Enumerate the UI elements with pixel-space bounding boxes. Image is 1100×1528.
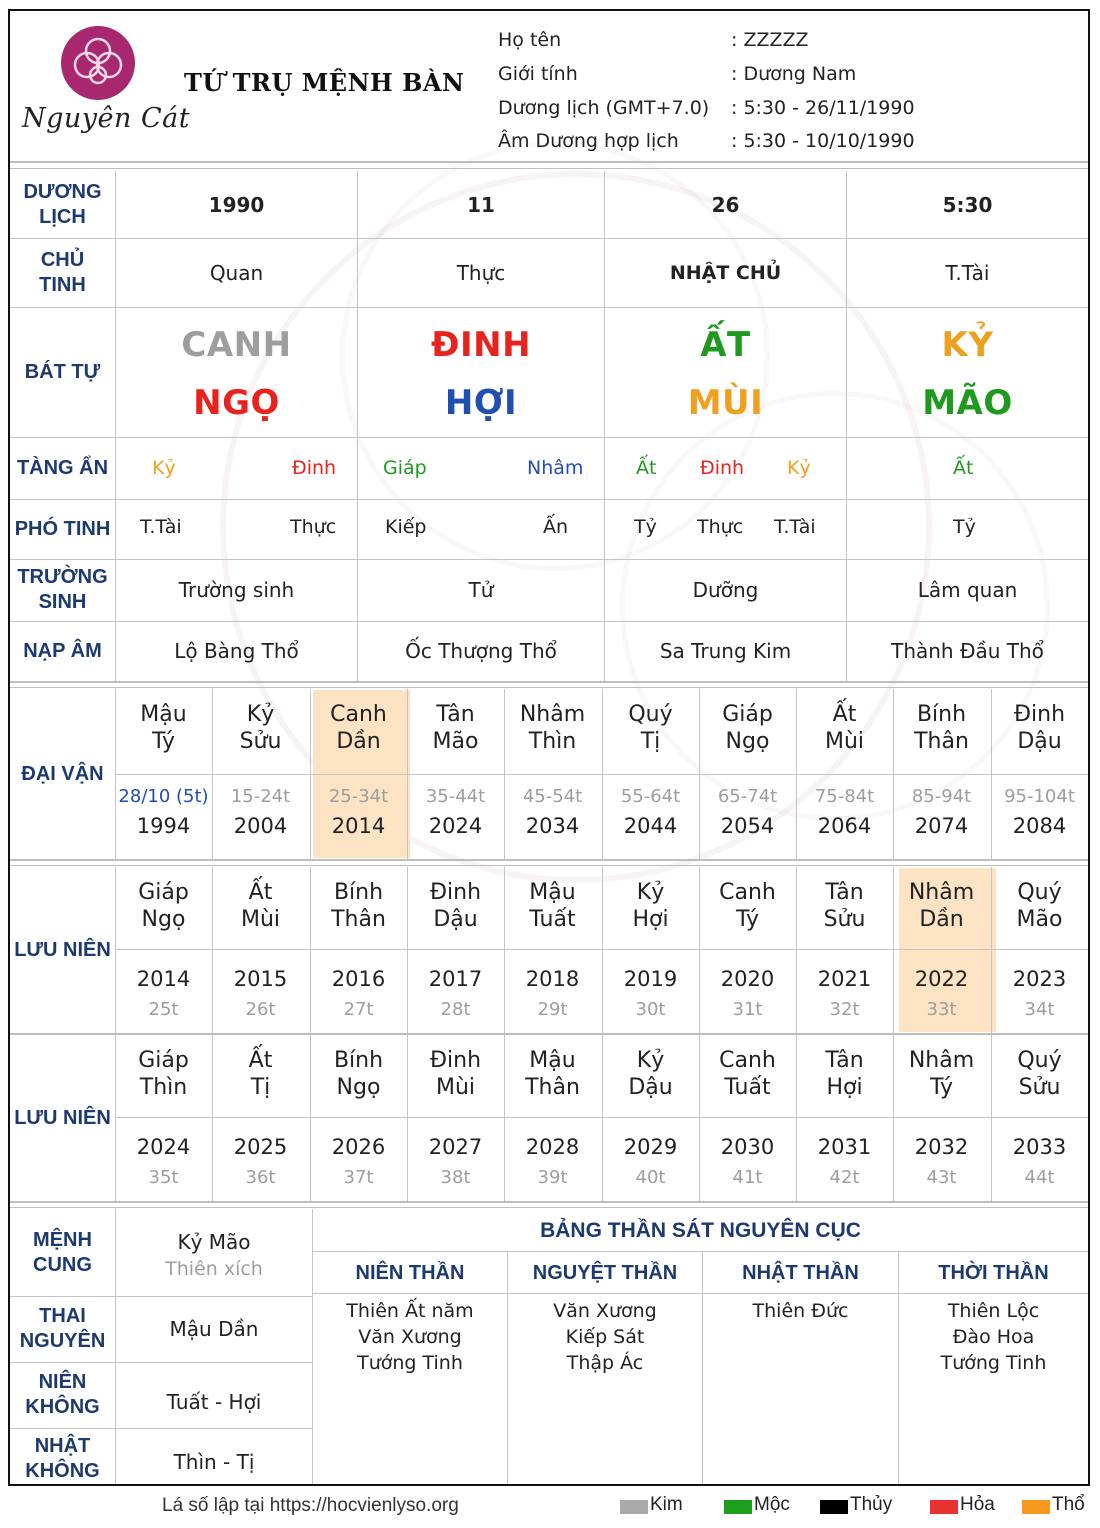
legend-swatch-moc [724, 1500, 752, 1514]
header [10, 11, 1088, 163]
label-tang-an: TÀNG ẨN [16, 456, 109, 479]
divider [10, 1207, 1088, 1208]
luu-nien-1-ganzhi: Bính Thân [331, 880, 386, 932]
chi-month: HỢI [444, 383, 518, 423]
luu-nien-1-age: 31t [732, 999, 763, 1020]
luu-nien-1-age: 33t [926, 999, 957, 1020]
lotus-logo-icon [60, 25, 136, 101]
tang-an-item: Đinh [700, 457, 745, 479]
luu-nien-1-year: 2018 [525, 967, 580, 991]
can-day: ẤT [700, 325, 751, 365]
pho-tinh-item: T.Tài [140, 516, 182, 538]
dai-van-age: 55-64t [620, 786, 681, 807]
luu-nien-2-year: 2030 [720, 1135, 775, 1159]
than-sat-title: BẢNG THẦN SÁT NGUYÊN CỤC [540, 1219, 861, 1242]
divider [10, 681, 1088, 683]
dai-van-year: 2034 [525, 814, 580, 838]
legend-swatch-kim [620, 1500, 648, 1514]
luu-nien-1-year: 2020 [720, 967, 775, 991]
luu-nien-1-ganzhi: Kỷ Hợi [632, 880, 669, 932]
luu-nien-1-age: 34t [1024, 999, 1055, 1020]
label-dai-van: ĐẠI VẬN [21, 762, 104, 785]
truong-sinh-month: Tử [468, 578, 494, 602]
than-sat-col-items: Thiên Lộc Đào Hoa Tướng Tinh [940, 1300, 1047, 1374]
dai-van-age: 25-34t [328, 786, 389, 807]
luu-nien-1-age: 32t [829, 999, 860, 1020]
than-sat-col-title: NHẬT THẦN [742, 1262, 859, 1284]
divider [10, 168, 1088, 169]
label-chu-tinh: CHỦ TINH [39, 248, 86, 296]
luu-nien-2-year: 2031 [817, 1135, 872, 1159]
thai-nguyen-value: Mậu Dần [169, 1317, 259, 1341]
label-pho-tinh: PHÓ TINH [14, 517, 111, 540]
luu-nien-1-year: 2019 [623, 967, 678, 991]
dai-van-age: 65-74t [717, 786, 778, 807]
dai-van-year: 2054 [720, 814, 775, 838]
dai-van-ganzhi: Ất Mùi [824, 702, 865, 754]
truong-sinh-day: Dưỡng [692, 578, 759, 602]
luu-nien-2-year: 2033 [1012, 1135, 1067, 1159]
tang-an-item: Đinh [292, 457, 337, 479]
luu-nien-1-ganzhi: Ất Mùi [240, 880, 281, 932]
luu-nien-2-age: 41t [732, 1167, 763, 1188]
divider [10, 865, 1088, 866]
luu-nien-2-ganzhi: Giáp Thìn [138, 1048, 189, 1100]
info-value: : 5:30 - 26/11/1990 [731, 97, 915, 119]
label-luu-nien-1: LƯU NIÊN [14, 938, 111, 961]
legend-label: Thủy [850, 1494, 893, 1515]
divider [10, 687, 1088, 688]
than-sat-col-title: NIÊN THẦN [355, 1262, 465, 1284]
nien-khong-value: Tuất - Hợi [166, 1390, 262, 1414]
legend-label: Kim [650, 1494, 683, 1515]
pho-tinh-item: Tỷ [953, 516, 976, 538]
luu-nien-1-age: 30t [635, 999, 666, 1020]
info-label: Âm Dương hợp lịch [498, 130, 679, 152]
luu-nien-2-year: 2032 [914, 1135, 969, 1159]
luu-nien-2-year: 2025 [233, 1135, 288, 1159]
luu-nien-2-ganzhi: Ất Tị [248, 1048, 273, 1100]
than-sat-col-title: THỜI THẦN [938, 1262, 1049, 1284]
dai-van-year: 1994 [136, 814, 191, 838]
label-nhat-khong: NHẬT KHÔNG [25, 1435, 100, 1482]
chu-tinh-day: NHẬT CHỦ [669, 261, 782, 284]
luu-nien-2-ganzhi: Bính Ngọ [333, 1048, 384, 1100]
tang-an-item: Ất [636, 457, 657, 479]
dai-van-ganzhi: Nhâm Thìn [519, 702, 586, 754]
divider [10, 1201, 1088, 1203]
label-thai-nguyen: THAI NGUYÊN [19, 1305, 106, 1352]
luu-nien-1-year: 2016 [331, 967, 386, 991]
tang-an-item: Giáp [383, 457, 427, 479]
chu-tinh-month: Thực [456, 260, 506, 285]
chi-year: NGỌ [193, 383, 280, 423]
label-truong-sinh: TRƯỜNG SINH [17, 566, 108, 613]
menh-cung-sub: Thiên xích [165, 1258, 263, 1280]
label-bat-tu: BÁT TỰ [24, 360, 101, 383]
dai-van-age: 45-54t [522, 786, 583, 807]
legend-swatch-thuy [820, 1500, 848, 1514]
luu-nien-1-ganzhi: Nhâm Dần [908, 880, 975, 932]
dai-van-year: 2004 [233, 814, 288, 838]
luu-nien-1-ganzhi: Giáp Ngọ [138, 880, 189, 932]
luu-nien-2-year: 2026 [331, 1135, 386, 1159]
luu-nien-2-ganzhi: Nhâm Tý [908, 1048, 975, 1100]
dai-van-age: 95-104t [1004, 786, 1075, 807]
label-nien-khong: NIÊN KHÔNG [25, 1371, 100, 1418]
luu-nien-2-age: 40t [635, 1167, 666, 1188]
divider [10, 859, 1088, 861]
luu-nien-1-age: 28t [440, 999, 471, 1020]
label-luu-nien-2: LƯU NIÊN [14, 1106, 111, 1129]
luu-nien-2-year: 2029 [623, 1135, 678, 1159]
luu-nien-2-age: 43t [926, 1167, 957, 1188]
dai-van-age: 75-84t [814, 786, 875, 807]
luu-nien-1-ganzhi: Tân Sửu [823, 880, 866, 932]
luu-nien-2-ganzhi: Quý Sửu [1017, 1048, 1062, 1100]
than-sat-col-items: Thiên Ất năm Văn Xương Tướng Tinh [346, 1300, 474, 1374]
pillar-year-solar: 1990 [208, 192, 265, 217]
dai-van-year: 2014 [331, 814, 386, 838]
luu-nien-1-ganzhi: Canh Tý [719, 880, 776, 932]
legend-label: Thổ [1052, 1494, 1085, 1515]
label-menh-cung: MỆNH CUNG [33, 1228, 92, 1276]
luu-nien-2-age: 37t [343, 1167, 374, 1188]
dai-van-age: 35-44t [425, 786, 486, 807]
chi-hour: MÃO [922, 383, 1013, 423]
info-label: Họ tên [498, 29, 562, 51]
luu-nien-2-age: 36t [245, 1167, 276, 1188]
legend-label: Mộc [754, 1494, 790, 1515]
truong-sinh-year: Trường sinh [178, 578, 295, 602]
dai-van-ganzhi: Kỷ Sửu [239, 702, 282, 754]
luu-nien-1-ganzhi: Quý Mão [1016, 880, 1063, 932]
dai-van-age: 15-24t [230, 786, 291, 807]
luu-nien-1-ganzhi: Đinh Dậu [429, 880, 482, 932]
luu-nien-2-ganzhi: Kỷ Dậu [628, 1048, 673, 1100]
dai-van-ganzhi: Canh Dần [330, 702, 387, 754]
luu-nien-2-age: 39t [537, 1167, 568, 1188]
tang-an-item: Ất [953, 457, 974, 479]
info-label: Giới tính [498, 63, 578, 85]
chi-day: MÙI [687, 383, 764, 423]
pillar-day-solar: 26 [711, 192, 740, 217]
than-sat-col-items: Thiên Đức [752, 1300, 849, 1322]
chu-tinh-year: Quan [209, 260, 264, 285]
luu-nien-2-ganzhi: Đinh Mùi [429, 1048, 482, 1100]
nhat-khong-value: Thìn - Tị [173, 1450, 255, 1474]
legend-swatch-hoa [930, 1500, 958, 1514]
dai-van-year: 2074 [914, 814, 969, 838]
info-value: : ZZZZZ [731, 29, 809, 51]
nap-am-month: Ốc Thượng Thổ [405, 639, 557, 663]
luu-nien-1-age: 27t [343, 999, 374, 1020]
dai-van-year: 2064 [817, 814, 872, 838]
luu-nien-1-age: 25t [148, 999, 179, 1020]
info-label: Dương lịch (GMT+7.0) [498, 97, 710, 119]
legend-swatch-tho [1022, 1500, 1050, 1514]
footer-source: Lá số lập tại https://hocvienlyso.org [162, 1495, 459, 1516]
luu-nien-2-age: 44t [1024, 1167, 1055, 1188]
dai-van-ganzhi: Bính Thân [914, 702, 969, 754]
chart-title: TỨ TRỤ MỆNH BÀN [184, 68, 465, 97]
tang-an-item: Nhâm [527, 457, 584, 479]
luu-nien-2-year: 2027 [428, 1135, 483, 1159]
than-sat-col-items: Văn Xương Kiếp Sát Thập Ác [553, 1300, 657, 1374]
luu-nien-2-ganzhi: Tân Hợi [825, 1048, 864, 1100]
nap-am-hour: Thành Đầu Thổ [891, 639, 1044, 663]
luu-nien-2-age: 38t [440, 1167, 471, 1188]
pho-tinh-item: Thực [697, 516, 744, 538]
pho-tinh-item: T.Tài [774, 516, 816, 538]
luu-nien-1-age: 29t [537, 999, 568, 1020]
dai-van-ganzhi: Đinh Dậu [1013, 702, 1066, 754]
tang-an-item: Kỷ [787, 457, 811, 479]
pho-tinh-item: Kiếp [385, 516, 427, 538]
luu-nien-1-year: 2015 [233, 967, 288, 991]
luu-nien-1-year: 2014 [136, 967, 191, 991]
menh-cung-value: Kỷ Mão [177, 1230, 251, 1254]
truong-sinh-hour: Lâm quan [917, 578, 1018, 602]
dai-van-age: 85-94t [911, 786, 972, 807]
info-value: : 5:30 - 10/10/1990 [731, 130, 915, 152]
dai-van-age: 28/10 (5t) [118, 786, 209, 807]
luu-nien-1-year: 2017 [428, 967, 483, 991]
luu-nien-1-ganzhi: Mậu Tuất [529, 880, 576, 932]
luu-nien-1-year: 2023 [1012, 967, 1067, 991]
luu-nien-1-age: 26t [245, 999, 276, 1020]
dai-van-ganzhi: Mậu Tý [140, 702, 187, 754]
pillar-hour-solar: 5:30 [942, 192, 993, 217]
luu-nien-1-year: 2021 [817, 967, 872, 991]
luu-nien-2-age: 42t [829, 1167, 860, 1188]
pillar-month-solar: 11 [467, 192, 495, 217]
label-nap-am: NẠP ÂM [23, 639, 102, 662]
luu-nien-2-ganzhi: Canh Tuất [719, 1048, 776, 1100]
pho-tinh-item: Thực [290, 516, 337, 538]
chart-frame [8, 9, 1090, 1486]
luu-nien-2-age: 35t [148, 1167, 179, 1188]
luu-nien-2-year: 2028 [525, 1135, 580, 1159]
luu-nien-2-ganzhi: Mậu Thân [525, 1048, 580, 1100]
brand-name: Nguyên Cát [22, 103, 191, 134]
pho-tinh-item: Tỷ [634, 516, 657, 538]
chu-tinh-hour: T.Tài [945, 260, 990, 285]
pho-tinh-item: Ấn [543, 516, 569, 538]
dai-van-year: 2044 [623, 814, 678, 838]
legend-label: Hỏa [960, 1494, 995, 1515]
dai-van-year: 2024 [428, 814, 483, 838]
label-duong-lich: DƯƠNG LỊCH [23, 180, 102, 228]
nap-am-year: Lộ Bàng Thổ [174, 639, 299, 663]
can-year: CANH [181, 325, 292, 365]
luu-nien-2-year: 2024 [136, 1135, 191, 1159]
can-month: ĐINH [430, 325, 532, 365]
dai-van-ganzhi: Quý Tị [628, 702, 673, 754]
than-sat-col-title: NGUYỆT THẦN [532, 1262, 678, 1284]
dai-van-ganzhi: Giáp Ngọ [722, 702, 773, 754]
divider [10, 1033, 1088, 1035]
nap-am-day: Sa Trung Kim [659, 639, 792, 663]
can-hour: KỶ [941, 325, 994, 365]
dai-van-year: 2084 [1012, 814, 1067, 838]
info-value: : Dương Nam [731, 63, 857, 85]
dai-van-ganzhi: Tân Mão [432, 702, 479, 754]
divider [10, 161, 1088, 163]
footer [0, 1488, 1100, 1528]
luu-nien-1-year: 2022 [914, 967, 969, 991]
tang-an-item: Kỷ [152, 457, 176, 479]
